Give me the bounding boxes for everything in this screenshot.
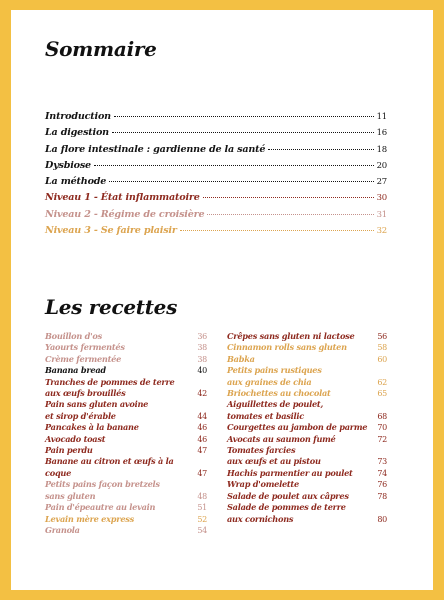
- recipe-page: 42: [197, 389, 207, 399]
- recipe-entry[interactable]: [45, 514, 207, 525]
- recipe-page: 78: [377, 491, 387, 501]
- recipes-column-right: [227, 331, 387, 525]
- toc-row[interactable]: [45, 225, 387, 241]
- recipe-page: 46: [197, 423, 207, 433]
- toc-row[interactable]: [45, 144, 387, 160]
- page: [11, 10, 433, 590]
- recipe-title: Pain sans gluten avoine et sirop d'érable: [45, 399, 149, 421]
- recipe-title: Petits pains façon bretzels sans gluten: [45, 479, 160, 501]
- recipe-page: 47: [197, 468, 207, 478]
- recipe-page: 68: [377, 411, 387, 421]
- toc-page: 16: [376, 128, 387, 139]
- recipe-title: Granola: [45, 524, 80, 535]
- toc-page: 30: [376, 193, 387, 204]
- recipe-entry[interactable]: [45, 479, 207, 502]
- recipe-title: Pancakes à la banane: [45, 422, 139, 433]
- toc-page: 18: [376, 144, 387, 155]
- toc-leader: [203, 197, 374, 198]
- recipe-page: 47: [197, 446, 207, 456]
- recipe-entry[interactable]: [45, 456, 207, 479]
- recipe-entry[interactable]: [227, 399, 387, 422]
- recipe-entry[interactable]: [227, 422, 387, 433]
- recipe-entry[interactable]: [45, 331, 207, 342]
- toc-page: 20: [376, 160, 387, 171]
- toc-row[interactable]: [45, 111, 387, 127]
- recipe-title: Pain perdu: [45, 445, 93, 456]
- recipe-page: 80: [377, 514, 387, 524]
- toc-page: 27: [376, 177, 387, 188]
- recipe-title: Pain d'épeautre au levain: [45, 502, 156, 513]
- recipe-page: 56: [377, 332, 387, 341]
- recipe-entry[interactable]: [45, 365, 207, 376]
- recipe-entry[interactable]: [227, 365, 387, 388]
- recipe-page: 38: [197, 354, 207, 364]
- recipe-title: Tomates farcies aux œufs et au pistou: [227, 445, 321, 467]
- recipe-title: Salade de pommes de terre aux cornichons: [227, 502, 346, 524]
- recipe-page: 52: [197, 514, 207, 524]
- recipe-entry[interactable]: [227, 434, 387, 445]
- recipe-title: Banana bread: [45, 365, 106, 376]
- toc-leader: [207, 214, 373, 215]
- recipe-page: 36: [197, 332, 207, 341]
- recipe-entry[interactable]: [227, 331, 387, 342]
- recipe-entry[interactable]: [227, 354, 387, 365]
- recipe-entry[interactable]: [227, 502, 387, 525]
- recipe-entry[interactable]: [227, 388, 387, 399]
- recipe-entry[interactable]: [45, 525, 207, 536]
- recipe-entry[interactable]: [227, 342, 387, 353]
- recipe-page: 44: [197, 411, 207, 421]
- recipe-entry[interactable]: [45, 422, 207, 433]
- toc-label: Introduction: [45, 111, 111, 122]
- recipe-page: 65: [377, 389, 387, 399]
- recipe-entry[interactable]: [227, 445, 387, 468]
- recipe-entry[interactable]: [45, 354, 207, 365]
- recipe-entry[interactable]: [45, 502, 207, 513]
- recettes-title: Les recettes: [45, 295, 178, 319]
- toc-label: La digestion: [45, 127, 109, 139]
- recipe-title: Bouillon d'os: [45, 331, 102, 341]
- recipe-entry[interactable]: [227, 491, 387, 502]
- toc-label: La flore intestinale : gardienne de la santé: [45, 143, 266, 155]
- toc-page: 31: [376, 209, 387, 220]
- recipe-page: 40: [197, 366, 207, 376]
- toc-row[interactable]: [45, 192, 387, 208]
- recipe-title: Tranches de pommes de terre aux œufs brouillés: [45, 376, 175, 399]
- recipe-title: Petits pains rustiques aux graines de chia: [227, 365, 322, 387]
- toc-row[interactable]: [45, 160, 387, 176]
- recipe-page: 62: [377, 377, 387, 387]
- recipe-title: Avocats au saumon fumé: [227, 433, 336, 444]
- toc-leader: [268, 149, 373, 150]
- toc-label: La méthode: [45, 176, 107, 188]
- toc-label: Niveau 2 - Régime de croisière: [45, 208, 205, 220]
- toc-label: Niveau 3 - Se faire plaisir: [45, 225, 177, 237]
- recipe-page: 54: [197, 525, 207, 535]
- recipe-title: Cinnamon rolls sans gluten: [227, 342, 347, 353]
- recipe-page: 73: [377, 457, 387, 467]
- recipe-page: 46: [197, 434, 207, 444]
- sommaire-title: Sommaire: [45, 37, 157, 61]
- recipe-entry[interactable]: [227, 468, 387, 479]
- toc-leader: [112, 132, 374, 133]
- table-of-contents: [45, 111, 387, 241]
- toc-leader: [180, 230, 374, 231]
- toc-leader: [114, 116, 374, 117]
- recipe-title: Wrap d'omelette: [227, 479, 299, 490]
- recipe-entry[interactable]: [45, 399, 207, 422]
- recipe-page: 60: [377, 354, 387, 364]
- recipe-page: 76: [377, 480, 387, 490]
- toc-page: 32: [376, 226, 387, 237]
- toc-page: 11: [376, 112, 387, 122]
- recipe-title: Crème fermentée: [45, 353, 122, 364]
- recipes-column-left: [45, 331, 207, 536]
- recipe-title: Hachis parmentier au poulet: [227, 467, 353, 478]
- recipe-title: Avocado toast: [45, 433, 106, 444]
- recipe-entry[interactable]: [45, 445, 207, 456]
- recipe-page: 70: [377, 423, 387, 433]
- recipe-page: 74: [377, 468, 387, 478]
- recipe-title: Aiguillettes de poulet, tomates et basilic: [227, 399, 324, 421]
- recipe-page: 38: [197, 343, 207, 353]
- recipe-page: 72: [377, 434, 387, 444]
- recipe-title: Crêpes sans gluten ni lactose: [227, 331, 355, 341]
- toc-label: Dysbiose: [45, 159, 91, 171]
- recipe-page: 48: [197, 491, 207, 501]
- recipe-title: Levain mère express: [45, 513, 134, 524]
- recipe-title: Banane au citron et œufs à la coque: [45, 456, 174, 478]
- recipe-title: Courgettes au jambon de parme: [227, 422, 368, 433]
- recipe-title: Briochettes au chocolat: [227, 388, 331, 399]
- recipe-title: Babka: [227, 353, 255, 364]
- toc-row[interactable]: [45, 127, 387, 143]
- toc-row[interactable]: [45, 176, 387, 192]
- toc-row[interactable]: [45, 209, 387, 225]
- recipe-title: Salade de poulet aux câpres: [227, 490, 349, 501]
- recipe-page: 58: [377, 343, 387, 353]
- recipe-entry[interactable]: [45, 377, 207, 400]
- recipe-entry[interactable]: [45, 342, 207, 353]
- toc-label: Niveau 1 - État inflammatoire: [45, 192, 200, 204]
- toc-leader: [94, 165, 374, 166]
- recipe-entry[interactable]: [45, 434, 207, 445]
- recipe-entry[interactable]: [227, 479, 387, 490]
- recipe-title: Yaourts fermentés: [45, 342, 125, 353]
- toc-leader: [109, 181, 373, 182]
- recipe-page: 51: [197, 503, 207, 513]
